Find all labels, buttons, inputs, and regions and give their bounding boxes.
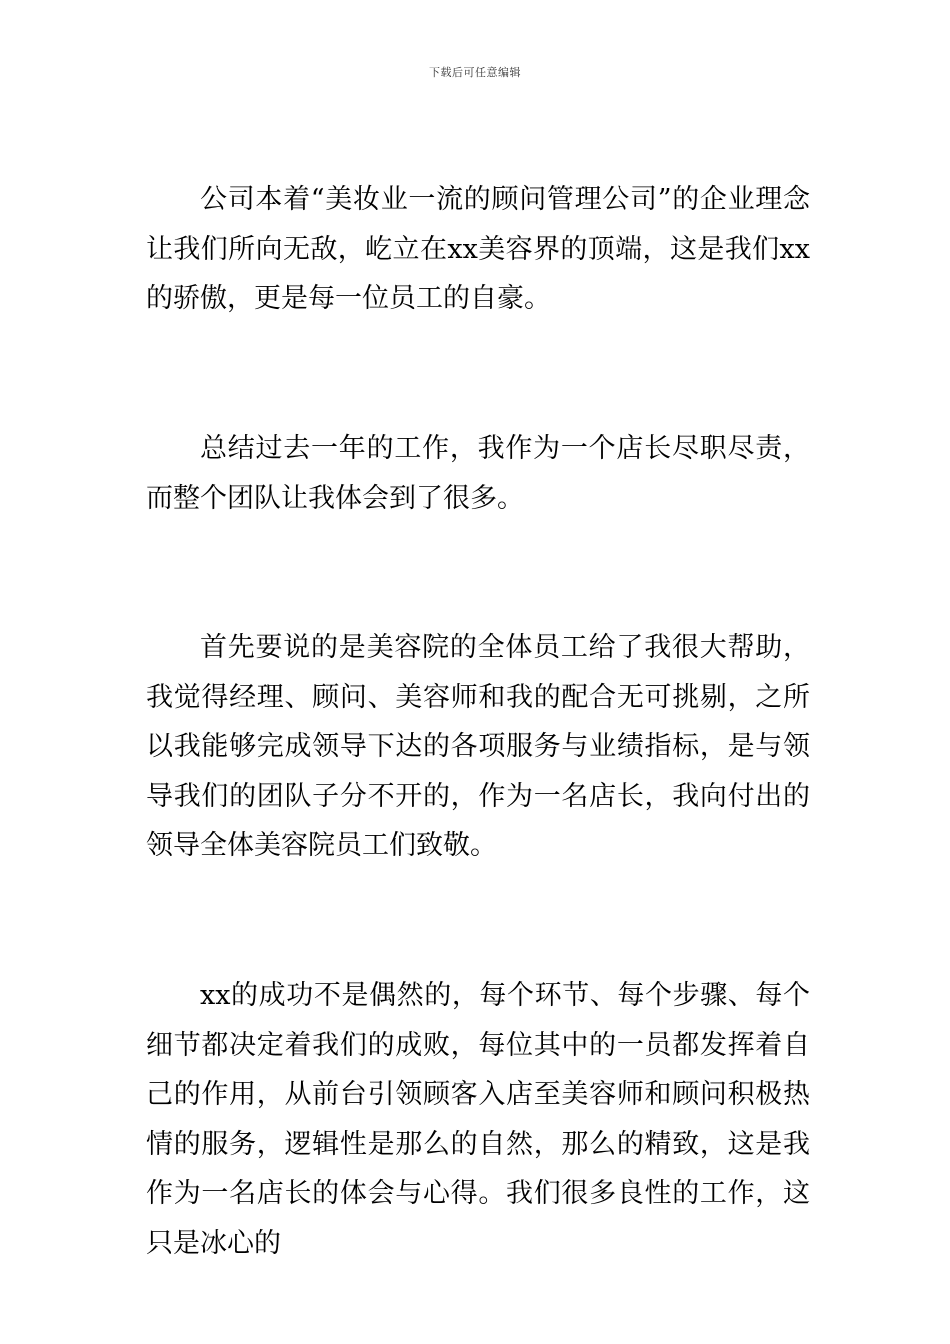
body-paragraph-3: 首先要说的是美容院的全体员工给了我很大帮助，我觉得经理、顾问、美容师和我的配合无可挑剔，之所以我能够完成领导下达的各项服务与业绩指标，是与领导我们的团队子分不开的，作为一名店长，我向付出的领导全体美容院员工们致敬。 (146, 632, 810, 861)
page-header-note: 下载后可任意编辑 (429, 66, 521, 79)
body-paragraph-2: 总结过去一年的工作，我作为一个店长尽职尽责，而整个团队让我体会到了很多。 (146, 433, 810, 514)
body-paragraph-4: xx的成功不是偶然的，每个环节、每个步骤、每个细节都决定着我们的成败，每位其中的一员都发挥着自己的作用，从前台引领顾客入店至美容师和顾问积极热情的服务，逻辑性是那么的自然，那么的精致，这是我作为一名店长的体会与心得。我们很多良性的工作，这只是冰心的 (146, 980, 810, 1259)
body-paragraph-1: 公司本着“美妆业一流的顾问管理公司”的企业理念让我们所向无敌，屹立在xx美容界的顶端，这是我们xx的骄傲，更是每一位员工的自豪。 (146, 184, 810, 314)
